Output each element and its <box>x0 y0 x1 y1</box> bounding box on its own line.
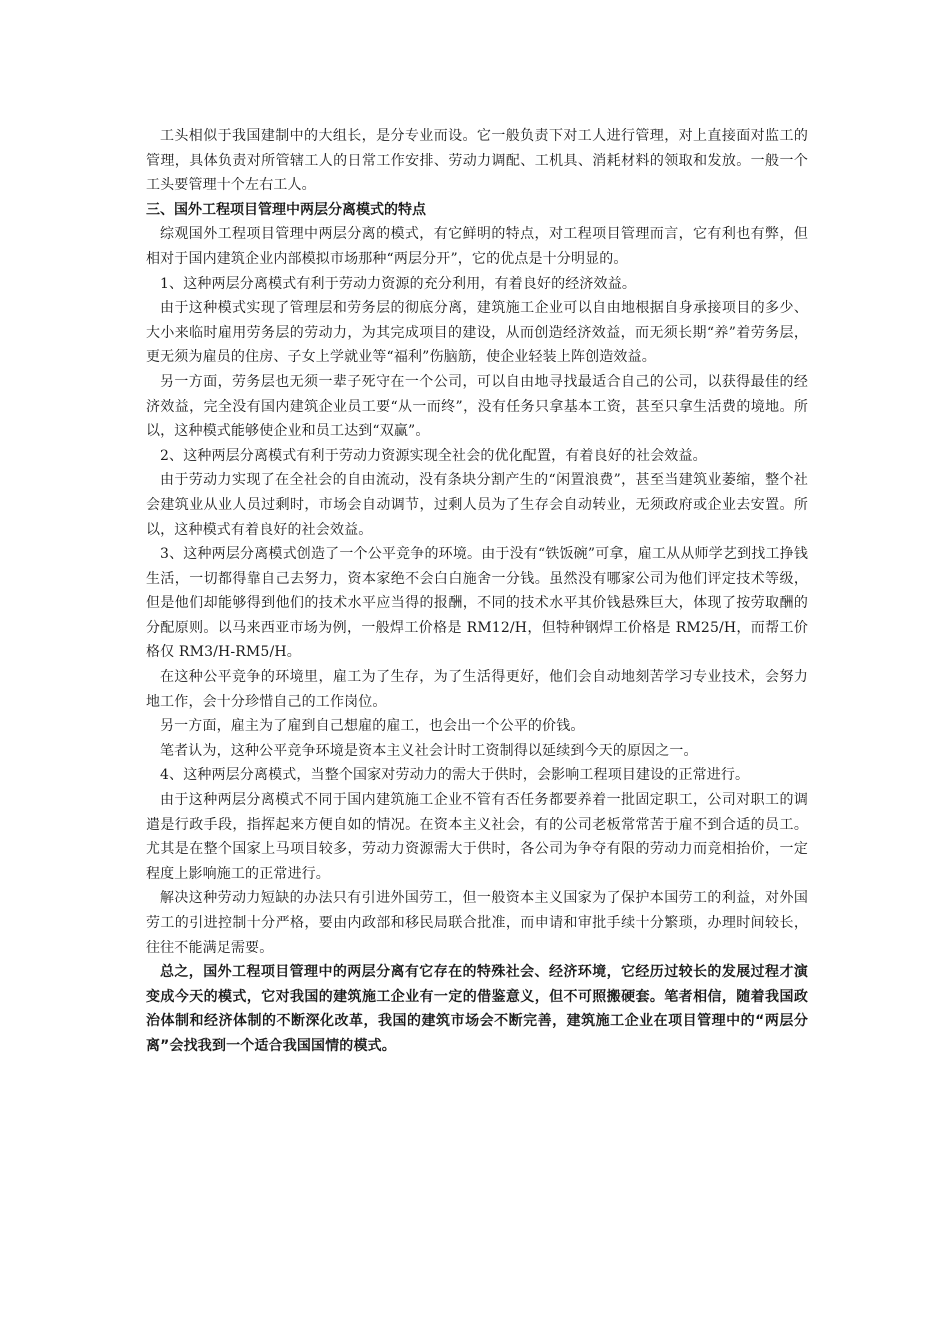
paragraph-point-4: 4、这种两层分离模式，当整个国家对劳动力的需大于供时，会影响工程项目建设的正常进行。 <box>160 767 750 784</box>
paragraph-point-3-detail-a: 在这种公平竞争的环境里，雇工为了生存，为了生活得更好，他们会自动地刻苦学习专业技术，会努力地工作，会十分珍惜自己的工作岗位。 <box>146 669 808 710</box>
paragraph-point-3-detail-b: 另一方面，雇主为了雇到自己想雇的雇工，也会出一个公平的价钱。 <box>160 718 585 735</box>
document-page <box>146 124 808 1059</box>
section-heading-3: 三、国外工程项目管理中两层分离模式的特点 <box>146 201 426 218</box>
paragraph-point-2-detail: 由于劳动力实现了在全社会的自由流动，没有条块分割产生的“闲置浪费”，甚至当建筑业萎缩，整个社会建筑业从业人员过剩时，市场会自动调节，过剩人员为了生存会自动转业，无须政府或企业去安置。所以，这种模式有着良好的社会效益。 <box>146 472 808 538</box>
paragraph-point-1: 1、这种两层分离模式有利于劳动力资源的充分利用，有着良好的经济效益。 <box>160 275 637 292</box>
paragraph-point-2: 2、这种两层分离模式有利于劳动力资源实现全社会的优化配置，有着良好的社会效益。 <box>160 447 707 464</box>
paragraph-point-3: 3、这种两层分离模式创造了一个公平竞争的环境。由于没有“铁饭碗”可拿，雇工从从师学艺到找工挣钱生活，一切都得靠自己去努力，资本家绝不会白白施舍一分钱。虽然没有哪家公司为他们评定技术等级，但是他们却能够得到他们的技术水平应当得的报酬，不同的技术水平其价钱悬殊巨大，体现了按劳取酬的分配原则。以马来西亚市场为例，一般焊工价格是 RM12/H，但特种钢焊工价格是 RM25/H，而帮工价格仅 RM3/H-RM5/H。 <box>146 546 808 661</box>
paragraph-overview: 综观国外工程项目管理中两层分离的模式，有它鲜明的特点，对工程项目管理而言，它有利也有弊，但相对于国内建筑企业内部模拟市场那种“两层分开”，它的优点是十分明显的。 <box>146 226 808 267</box>
paragraph-point-4-detail-a: 由于这种两层分离模式不同于国内建筑施工企业不管有否任务都要养着一批固定职工，公司对职工的调遣是行政手段，指挥起来方便自如的情况。在资本主义社会，有的公司老板常常苦于雇不到合适的员工。尤其是在整个国家上马项目较多，劳动力资源需大于供时，各公司为争夺有限的劳动力而竞相抬价，一定程度上影响施工的正常进行。 <box>146 792 808 882</box>
paragraph-point-3-detail-c: 笔者认为，这种公平竞争环境是资本主义社会计时工资制得以延续到今天的原因之一。 <box>160 742 698 759</box>
paragraph-conclusion: 总之，国外工程项目管理中的两层分离有它存在的特殊社会、经济环境，它经历过较长的发展过程才演变成今天的模式，它对我国的建筑施工企业有一定的借鉴意义，但不可照搬硬套。笔者相信，随着我国政治体制和经济体制的不断深化改革，我国的建筑市场会不断完善，建筑施工企业在项目管理中的“两层分离”会找我到一个适合我国国情的模式。 <box>146 964 808 1054</box>
paragraph-foreman-definition: 工头相似于我国建制中的大组长，是分专业而设。它一般负责下对工人进行管理，对上直接面对监工的管理，具体负责对所管辖工人的日常工作安排、劳动力调配、工机具、消耗材料的领取和发放。一般一个工头要管理十个左右工人。 <box>146 128 808 194</box>
paragraph-point-1-detail-b: 另一方面，劳务层也无须一辈子死守在一个公司，可以自由地寻找最适合自己的公司，以获得最佳的经济效益，完全没有国内建筑企业员工要“从一而终”，没有任务只拿基本工资，甚至只拿生活费的境地。所以，这种模式能够使企业和员工达到“双赢”。 <box>146 373 808 440</box>
paragraph-point-1-detail-a: 由于这种模式实现了管理层和劳务层的彻底分离，建筑施工企业可以自由地根据自身承接项目的多少、大小来临时雇用劳务层的劳动力，为其完成项目的建设，从而创造经济效益，而无须长期“养”着劳务层，更无须为雇员的住房、子女上学就业等“福利”伤脑筋，使企业轻装上阵创造效益。 <box>146 300 808 366</box>
paragraph-point-4-detail-b: 解决这种劳动力短缺的办法只有引进外国劳工，但一般资本主义国家为了保护本国劳工的利益，对外国劳工的引进控制十分严格，要由内政部和移民局联合批准，而申请和审批手续十分繁琐，办理时间较长，往往不能满足需要。 <box>146 890 808 956</box>
